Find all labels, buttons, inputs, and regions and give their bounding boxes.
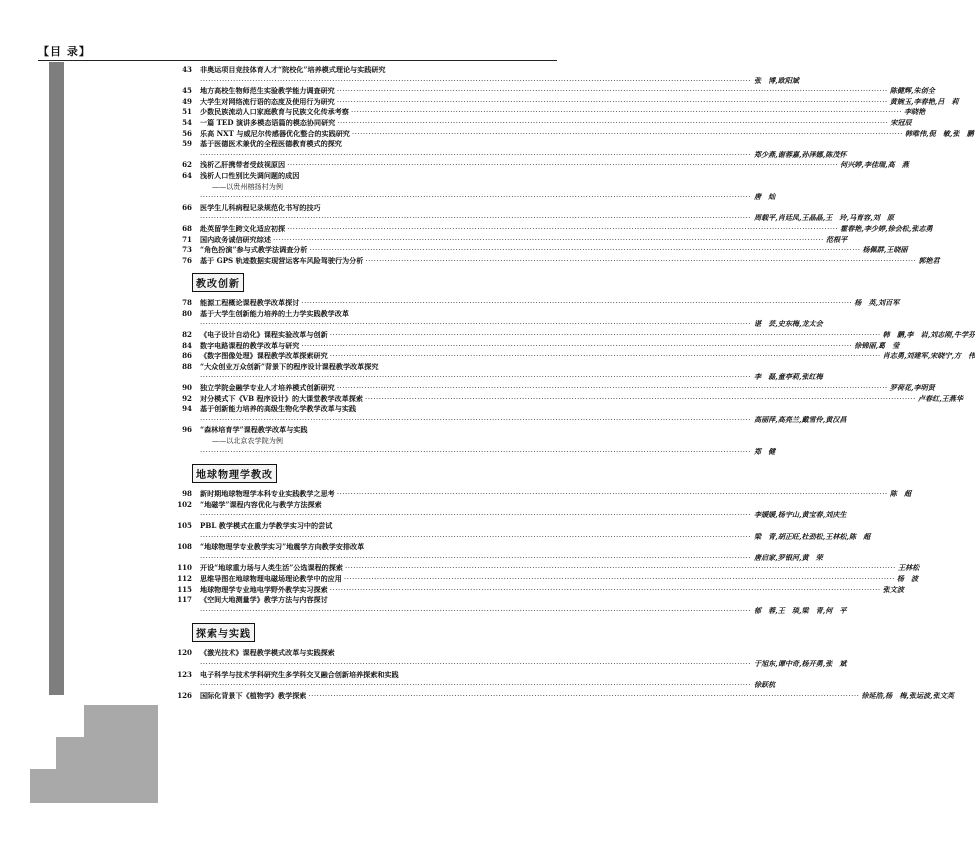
article-title[interactable]: 少数民族流动人口家庭教育与民族文化传承考察 [200, 107, 349, 117]
toc-entry[interactable] [177, 669, 776, 691]
article-authors: 王林松 [897, 563, 920, 573]
leader-dots: ········································································································································································································ [309, 245, 861, 255]
author-line [200, 531, 871, 543]
toc-entry[interactable] [182, 489, 912, 500]
article-authors: 郁 蓉,王 琰,梁 青,何 平 [753, 605, 847, 615]
article-title[interactable]: 新时期地球物理学本科专业实践教学之思考 [200, 489, 335, 499]
article-title[interactable]: 能源工程概论课程教学改革探讨 [200, 298, 300, 308]
article-title[interactable]: 电子科学与技术学科研究生多学科交叉融合创新培养探索和实践 [200, 669, 399, 679]
toc-entry[interactable] [182, 255, 940, 267]
leader-dots: ········································································································································································································ [200, 510, 751, 520]
corner-block-3 [30, 769, 158, 803]
article-title[interactable]: 《空间大地测量学》教学方法与内容探讨 [200, 595, 328, 605]
author-line [200, 75, 800, 87]
author-line [200, 552, 823, 564]
leader-dots: ········································································································································································································ [329, 330, 881, 340]
article-title[interactable]: PBL 教学模式在重力学教学实习中的尝试 [200, 520, 333, 530]
leader-dots: ········································································································································································································ [272, 234, 824, 244]
leader-dots: ········································································································································································································ [301, 298, 853, 308]
article-authors: 张 博,欧阳斌 [753, 75, 800, 85]
toc-entry[interactable] [182, 361, 823, 383]
toc-entry[interactable] [177, 690, 954, 702]
toc-entry[interactable] [182, 425, 776, 457]
leader-dots: ········································································································································································································ [350, 107, 902, 117]
toc-entry[interactable] [182, 245, 908, 256]
leader-dots: ········································································································································································································ [364, 393, 916, 403]
article-title[interactable]: “地球物理学专业教学实习”地震学方向教学安排改革 [200, 542, 365, 552]
article-authors: 梁 青,胡正旺,杜劲松,王林松,陈 超 [753, 531, 871, 541]
toc-entry[interactable] [182, 330, 975, 341]
article-authors: 韩唯伟,倪 敏,张 鹏 [904, 128, 974, 138]
page-number: 59 [182, 139, 192, 149]
toc-entry[interactable] [177, 648, 847, 669]
entry-row [200, 298, 900, 309]
entry-row [200, 330, 975, 341]
author-line [200, 372, 823, 383]
article-authors: 徐锦丽,葛 莹 [854, 340, 900, 350]
toc-entry[interactable] [182, 107, 926, 118]
article-authors: 杨 英,刘百军 [854, 298, 900, 308]
leader-dots: ········································································································································································································ [200, 552, 751, 562]
leader-dots: ········································································································································································································ [200, 531, 751, 541]
entry-row [200, 86, 935, 97]
corner-block-1 [84, 705, 158, 737]
article-authors: 肖志勇,刘建军,宋晓宁,方 伟 [882, 351, 975, 361]
article-authors: 张文波 [882, 584, 904, 594]
leader-dots: ········································································································································································································ [336, 489, 888, 499]
author-line [200, 414, 847, 426]
page-number: 76 [182, 255, 192, 265]
article-authors: 李晓艳 [903, 107, 926, 117]
toc-entry[interactable] [177, 499, 847, 521]
entry-row [200, 351, 975, 362]
page-number: 45 [182, 86, 192, 96]
toc-entry[interactable] [182, 351, 975, 362]
page-number: 62 [182, 160, 192, 170]
entry-row [200, 223, 933, 235]
page-number: 73 [182, 245, 192, 255]
article-authors: 唐启家,罗银河,黄 荣 [753, 552, 823, 562]
article-title[interactable]: 非奥运项目竞技体育人才“院校化”培养模式理论与实践研究 [200, 65, 386, 74]
page-number: 120 [177, 648, 192, 658]
page-number: 64 [182, 170, 192, 180]
article-authors: 黄婉玉,李春艳,吕 莉 [889, 96, 959, 106]
toc-entry[interactable] [182, 202, 895, 224]
entry-row [200, 245, 908, 256]
page-number: 126 [177, 690, 192, 700]
article-title[interactable]: 基于医德医术兼优的全程医德教育模式的探究 [200, 139, 342, 149]
page-number: 123 [177, 669, 192, 679]
article-title[interactable]: 浅析乙肝携带者受歧视原因 [200, 160, 286, 170]
page-number: 112 [177, 573, 192, 583]
page-number: 117 [177, 595, 192, 605]
toc-entry[interactable] [182, 223, 933, 235]
header-rule [38, 60, 557, 61]
article-authors: 周载平,肖廷凤,王晶晶,王 玲,马育容,刘 原 [753, 213, 895, 223]
toc-entry[interactable] [182, 86, 935, 97]
entry-row [200, 234, 848, 246]
leader-dots: ········································································································································································································ [351, 128, 903, 138]
article-authors: 宋冠辰 [890, 117, 912, 127]
author-line [200, 658, 847, 670]
page-number: 80 [182, 308, 192, 318]
article-title[interactable]: 一篇 TED 演讲多模态语篇的模态协同研究 [200, 117, 336, 127]
leader-dots: ········································································································································································································ [329, 351, 881, 361]
article-title[interactable]: “地磁学”课程内容优化与教学方法探索 [200, 499, 322, 509]
toc-entry[interactable] [182, 383, 935, 394]
toc-entry[interactable] [182, 404, 847, 425]
article-title[interactable]: “角色扮演”参与式教学法调查分析 [200, 245, 308, 255]
author-line [200, 510, 847, 521]
toc-entry[interactable] [182, 65, 800, 86]
leader-dots: ········································································································································································································ [336, 383, 888, 393]
article-title[interactable]: 国际化背景下《植物学》教学探索 [200, 690, 307, 700]
author-line [200, 192, 776, 203]
article-title[interactable]: 思维导图在地球物理电磁场理论教学中的应用 [200, 573, 342, 583]
article-authors: 徐延浩,杨 梅,张运波,张文英 [861, 690, 954, 700]
leader-dots: ········································································································································································································ [200, 75, 751, 85]
article-title[interactable]: 数字电路课程的教学改革与研究 [200, 340, 300, 350]
article-authors: 罗荷花,李明贤 [889, 383, 935, 393]
section-heading: 地球物理学教改 [192, 464, 277, 483]
article-authors: 陈 超 [889, 489, 912, 499]
article-title[interactable]: 基于大学生创新能力培养的土力学实践教学改革 [200, 308, 349, 318]
toc-entry[interactable] [182, 340, 900, 352]
article-authors: 杨 波 [896, 573, 919, 583]
author-line [200, 680, 776, 691]
toc-entry[interactable] [182, 139, 847, 160]
article-authors: 唐 灿 [753, 192, 776, 202]
author-line [200, 319, 823, 330]
entry-row [200, 563, 920, 574]
article-authors: 郑少燕,谢蓉嘉,孙泽娜,陈茂怀 [753, 149, 847, 159]
page-number: 84 [182, 340, 192, 350]
leader-dots: ········································································································································································································ [343, 573, 895, 583]
article-title[interactable]: 地方高校生物师范生实验教学能力调查研究 [200, 86, 335, 96]
leader-dots: ········································································································································································································ [344, 563, 896, 573]
toc-entry[interactable] [182, 308, 823, 330]
article-title[interactable]: 《数字图像处理》课程教学改革探索研究 [200, 351, 328, 361]
article-title[interactable]: 基于创新能力培养的高级生物化学教学改革与实践 [200, 404, 357, 414]
entry-row [200, 573, 919, 585]
toc-entry[interactable] [177, 595, 847, 616]
article-authors: 郑 健 [753, 446, 776, 456]
page-number: 56 [182, 128, 192, 138]
toc-entry[interactable] [182, 128, 974, 140]
page-number: 108 [177, 542, 192, 552]
page-number: 92 [182, 393, 192, 403]
corner-block-2 [56, 737, 158, 769]
page-number: 105 [177, 520, 192, 530]
page-number: 71 [182, 234, 192, 244]
article-authors: 郭艳君 [918, 255, 940, 265]
article-authors: 杨佩群,王晓丽 [862, 245, 908, 255]
page-number: 102 [177, 499, 192, 509]
page-number: 115 [177, 584, 192, 594]
author-line [200, 149, 847, 161]
entry-row [200, 117, 912, 129]
entry-row [200, 96, 959, 108]
article-title[interactable]: 《激光技术》课程教学模式改革与实践探索 [200, 648, 335, 658]
page-number: 88 [182, 361, 192, 371]
leader-dots: ········································································································································································································ [337, 117, 889, 127]
article-authors: 韩 鹏,李 岩,刘志刚,牛学芬 [882, 330, 975, 340]
article-title[interactable]: 独立学院金融学专业人才培养模式创新研究 [200, 383, 335, 393]
leader-dots: ········································································································································································································ [200, 319, 751, 329]
leader-dots: ········································································································································································································ [200, 414, 751, 424]
leader-dots: ········································································································································································································ [200, 213, 751, 223]
toc-entry[interactable] [177, 584, 904, 596]
page-number: 110 [177, 563, 192, 573]
article-authors: 何兴婷,李佳瑞,高 燕 [840, 160, 909, 170]
page-number: 94 [182, 404, 192, 414]
page-number: 68 [182, 223, 192, 233]
article-subtitle: ——以北京农学院为例 [212, 436, 283, 445]
entry-row [200, 393, 963, 405]
page-number: 86 [182, 351, 192, 361]
leader-dots: ········································································································································································································ [301, 340, 853, 350]
article-title[interactable]: 《电子设计自动化》课程实验改革与创新 [200, 330, 328, 340]
toc-entry[interactable] [182, 160, 909, 171]
article-authors: 李 磊,童亭莉,张红梅 [753, 372, 823, 382]
leader-dots: ········································································································································································································ [336, 96, 888, 106]
leader-dots: ········································································································································································································ [200, 658, 751, 668]
toc-header: 【目 录】 [38, 45, 91, 58]
toc-entry[interactable] [177, 573, 919, 585]
page-number: 78 [182, 298, 192, 308]
article-authors: 高丽萍,高亮兰,戴雪伶,黄汉昌 [753, 414, 847, 424]
article-authors: 卢春红,王燕华 [917, 393, 963, 403]
page-number: 51 [182, 107, 192, 117]
entry-row [200, 340, 900, 352]
leader-dots: ········································································································································································································ [336, 86, 888, 96]
entry-row [200, 255, 940, 267]
article-title[interactable]: 乐高 NXT 与威尼尔传感器优化整合的实践研究 [200, 128, 350, 138]
toc-entry[interactable] [177, 542, 823, 563]
toc-entry[interactable] [182, 298, 900, 309]
section-heading: 教改创新 [192, 273, 244, 292]
section-heading: 探索与实践 [192, 623, 255, 642]
entry-row [200, 383, 935, 394]
article-authors: 范根平 [825, 234, 848, 244]
page-number: 96 [182, 425, 192, 435]
page-number: 66 [182, 202, 192, 212]
page-number: 90 [182, 383, 192, 393]
entry-row [200, 489, 912, 500]
table-of-contents [177, 65, 975, 701]
toc-entry[interactable] [182, 170, 776, 203]
article-authors: 李媛媛,杨宇山,黄宝春,刘庆生 [753, 510, 847, 520]
side-bar-decoration [49, 62, 64, 695]
toc-entry[interactable] [177, 563, 920, 574]
article-title[interactable]: 基于 GPS 轨迹数据实现营运客车风险驾驶行为分析 [200, 255, 364, 265]
entry-row [200, 107, 926, 118]
page-number: 43 [182, 65, 192, 74]
article-subtitle: ——以贵州榕扬村为例 [212, 181, 283, 191]
article-title[interactable]: 赴英留学生跨文化适应初探 [200, 223, 286, 233]
article-title[interactable]: 地球物理学专业地电学野外教学实习探索 [200, 584, 328, 594]
page-number: 98 [182, 489, 192, 499]
author-line [200, 446, 776, 458]
article-authors: 徐跃杭 [753, 680, 776, 690]
leader-dots: ········································································································································································································ [200, 372, 751, 382]
leader-dots: ········································································································································································································ [308, 690, 860, 700]
toc-entry[interactable] [182, 234, 848, 246]
article-title[interactable]: 浅析人口性别比失调问题的成因 [200, 170, 300, 180]
toc-entry[interactable] [177, 520, 871, 542]
article-authors: 于旭东,谭中奇,杨开勇,张 斌 [753, 658, 847, 668]
article-authors: 霍春艳,李少婷,徐会松,张志勇 [840, 223, 933, 233]
page-number: 82 [182, 330, 192, 340]
author-line [200, 213, 895, 224]
leader-dots: ········································································································································································································ [200, 605, 751, 615]
article-title[interactable]: 大学生对网络流行语的态度及使用行为研究 [200, 96, 335, 106]
leader-dots: ········································································································································································································ [365, 255, 917, 265]
leader-dots: ········································································································································································································ [200, 149, 751, 159]
leader-dots: ········································································································································································································ [329, 584, 881, 594]
article-title[interactable]: 对分模式下《VB 程序设计》的大课堂教学改革探索 [200, 393, 363, 403]
toc-entry[interactable] [182, 393, 963, 405]
entry-row [200, 128, 974, 140]
article-title[interactable]: 医学生儿科病程记录规范化书写的技巧 [200, 202, 321, 212]
leader-dots: ········································································································································································································ [287, 160, 839, 170]
author-line [200, 605, 847, 617]
entry-row [200, 160, 909, 171]
article-title[interactable]: 国内政务诚信研究综述 [200, 234, 271, 244]
page-number: 49 [182, 96, 192, 106]
article-authors: 谌 芸,史东梅,龙太会 [753, 319, 823, 329]
article-title[interactable]: “大众创业万众创新”背景下的程序设计课程教学改革探究 [200, 361, 379, 371]
leader-dots: ········································································································································································································ [287, 223, 839, 233]
article-title[interactable]: “森林培育学”课程教学改革与实践 [200, 425, 308, 435]
leader-dots: ········································································································································································································ [200, 680, 751, 690]
article-title[interactable]: 开设“地球重力场与人类生活”公选课程的探索 [200, 563, 343, 573]
toc-entry[interactable] [182, 117, 912, 129]
entry-row [200, 584, 904, 596]
toc-entry[interactable] [182, 96, 959, 108]
article-authors: 陈健辉,朱创全 [889, 86, 935, 96]
page-number: 54 [182, 117, 192, 127]
entry-row [200, 690, 954, 702]
leader-dots: ········································································································································································································ [200, 192, 751, 202]
leader-dots: ········································································································································································································ [200, 446, 751, 456]
